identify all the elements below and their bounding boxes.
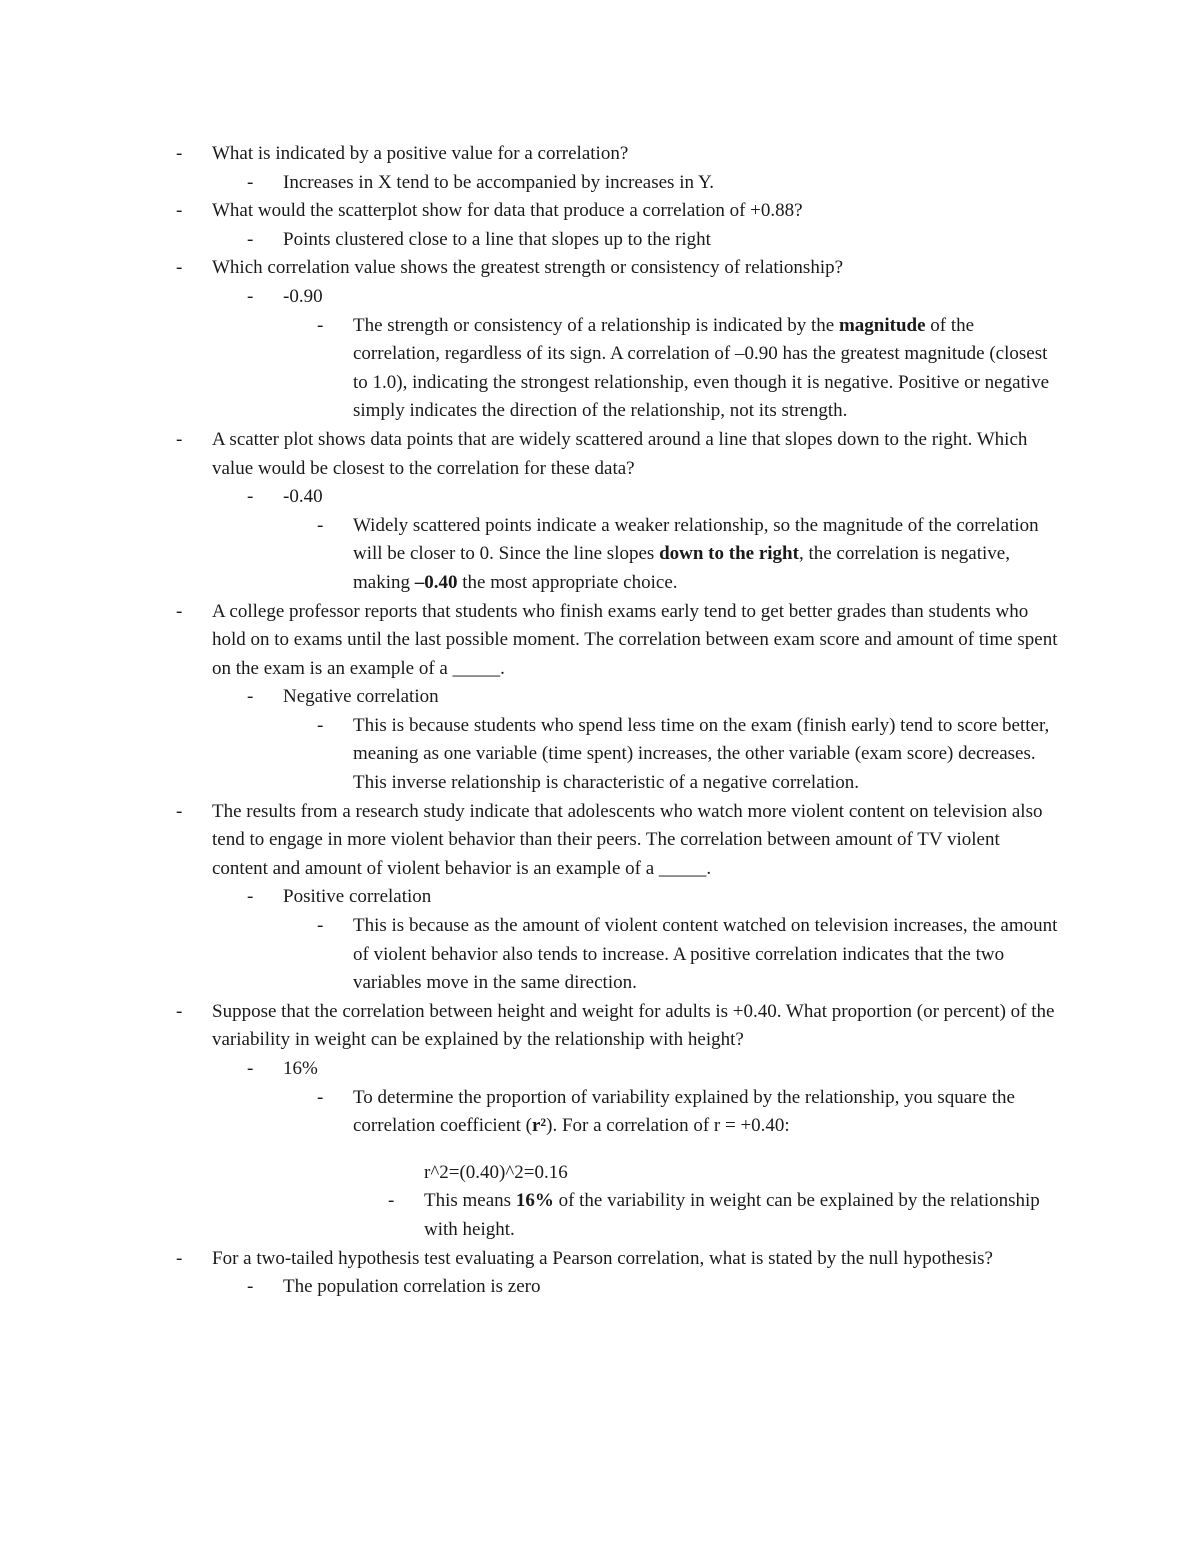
explanation-item	[0, 312, 1060, 426]
answer-text: -0.40	[283, 486, 323, 508]
bullet-dash: -	[247, 686, 254, 708]
explanation-item	[0, 912, 1060, 998]
bullet-dash: -	[247, 285, 254, 307]
bullet-dash: -	[176, 600, 183, 622]
answer-text: 16%	[283, 1058, 318, 1079]
bullet-dash: -	[176, 200, 183, 222]
bullet-dash: -	[247, 886, 254, 908]
answer-text: Negative correlation	[283, 686, 439, 708]
question-item	[0, 798, 1060, 884]
question-text: Which correlation value shows the greatest strength or consistency of relationship?	[212, 257, 844, 279]
question-item	[0, 254, 1060, 283]
question-item	[0, 998, 1060, 1055]
answer-text: -0.90	[283, 285, 323, 307]
bold-term: –0.40	[414, 571, 458, 593]
bullet-dash: -	[176, 1000, 183, 1022]
answer-text: Points clustered close to a line that slopes up to the right	[283, 228, 711, 250]
explanation-text: This means 16% of the variability in weight can be explained by the relationship with height.	[424, 1190, 1040, 1240]
explanation-text: This is because as the amount of violent content watched on television increases, the amount of violent behavior also tends to increase. A positive correlation indicates that the two variables move in the same direction.	[353, 915, 1058, 994]
question-item	[0, 140, 1060, 169]
bullet-dash: -	[317, 1086, 324, 1108]
question-item	[0, 1245, 1060, 1274]
bullet-dash: -	[247, 486, 254, 508]
bullet-dash: -	[176, 428, 183, 450]
question-item	[0, 197, 1060, 226]
question-text: Suppose that the correlation between height and weight for adults is +0.40. What proportion (or percent) of the variability in weight can be explained by the relationship with height?	[212, 1000, 1055, 1051]
sub-explanation-item	[0, 1187, 1060, 1244]
bullet-dash: -	[176, 1247, 183, 1269]
answer-item	[0, 683, 1060, 712]
question-item	[0, 426, 1060, 483]
bullet-dash: -	[317, 314, 324, 336]
bullet-dash: -	[247, 1058, 254, 1079]
explanation-item	[0, 712, 1060, 798]
bullet-dash: -	[176, 143, 183, 164]
bullet-dash: -	[317, 714, 324, 736]
bullet-dash: -	[176, 257, 183, 279]
bold-term: 16%	[515, 1190, 554, 1212]
question-text: What is indicated by a positive value for a correlation?	[212, 143, 629, 164]
formula-line: r^2=(0.40)^2=0.16	[424, 1161, 568, 1183]
document-content	[0, 140, 1060, 1302]
answer-item	[0, 169, 1060, 198]
bullet-dash: -	[247, 1276, 254, 1298]
bullet-dash: -	[317, 514, 324, 536]
answer-item	[0, 226, 1060, 255]
question-text: A college professor reports that students who finish exams early tend to get better grades than students who hold on to exams until the last possible moment. The correlation between exam score and amount of time spent on the exam is an example of a _____.	[212, 600, 1058, 679]
explanation-item	[0, 1084, 1060, 1141]
question-text: The results from a research study indicate that adolescents who watch more violent content on television also tend to engage in more violent behavior than their peers. The correlation between amount of TV violent content and amount of violent behavior is an example of a _____.	[212, 800, 1043, 879]
bold-term: r²	[532, 1115, 547, 1137]
bullet-dash: -	[388, 1190, 395, 1212]
explanation-text: The strength or consistency of a relationship is indicated by the magnitude of the correlation, regardless of its sign. A correlation of –0.90 has the greatest magnitude (closest to 1.0), indicating the strongest relationship, even though it is negative. Positive or negative simply indicates the direction of the relationship, not its strength.	[353, 314, 1050, 422]
explanation-text: Widely scattered points indicate a weaker relationship, so the magnitude of the correlation will be closer to 0. Since the line slopes down to the right, the correlation is negative, making –0.40 the most appropriate choice.	[353, 514, 1039, 593]
explanation-text: This is because students who spend less time on the exam (finish early) tend to score better, meaning as one variable (time spent) increases, the other variable (exam score) decreases. This inverse relationship is characteristic of a negative correlation.	[353, 714, 1050, 794]
question-item	[0, 598, 1060, 684]
bold-term: magnitude	[838, 314, 926, 336]
explanation-item	[0, 512, 1060, 598]
answer-item	[0, 883, 1060, 912]
answer-text: Positive correlation	[283, 886, 432, 908]
answer-item	[0, 1273, 1060, 1302]
answer-item	[0, 1055, 1060, 1084]
explanation-text: To determine the proportion of variability explained by the relationship, you square the correlation coefficient (r²). For a correlation of r = +0.40:	[353, 1086, 1015, 1137]
bullet-dash: -	[247, 228, 254, 250]
bullet-dash: -	[176, 800, 183, 822]
bullet-dash: -	[247, 171, 254, 193]
answer-item	[0, 283, 1060, 312]
question-text: A scatter plot shows data points that are widely scattered around a line that slopes down to the right. Which value would be closest to the correlation for these data?	[212, 428, 1028, 479]
bullet-dash: -	[317, 915, 324, 937]
question-text: For a two-tailed hypothesis test evaluating a Pearson correlation, what is stated by the null hypothesis?	[212, 1247, 993, 1269]
question-text: What would the scatterplot show for data that produce a correlation of +0.88?	[212, 200, 803, 222]
answer-item	[0, 483, 1060, 512]
bold-term: down to the right	[659, 543, 799, 565]
answer-text: Increases in X tend to be accompanied by increases in Y.	[283, 171, 715, 193]
answer-text: The population correlation is zero	[283, 1276, 541, 1298]
